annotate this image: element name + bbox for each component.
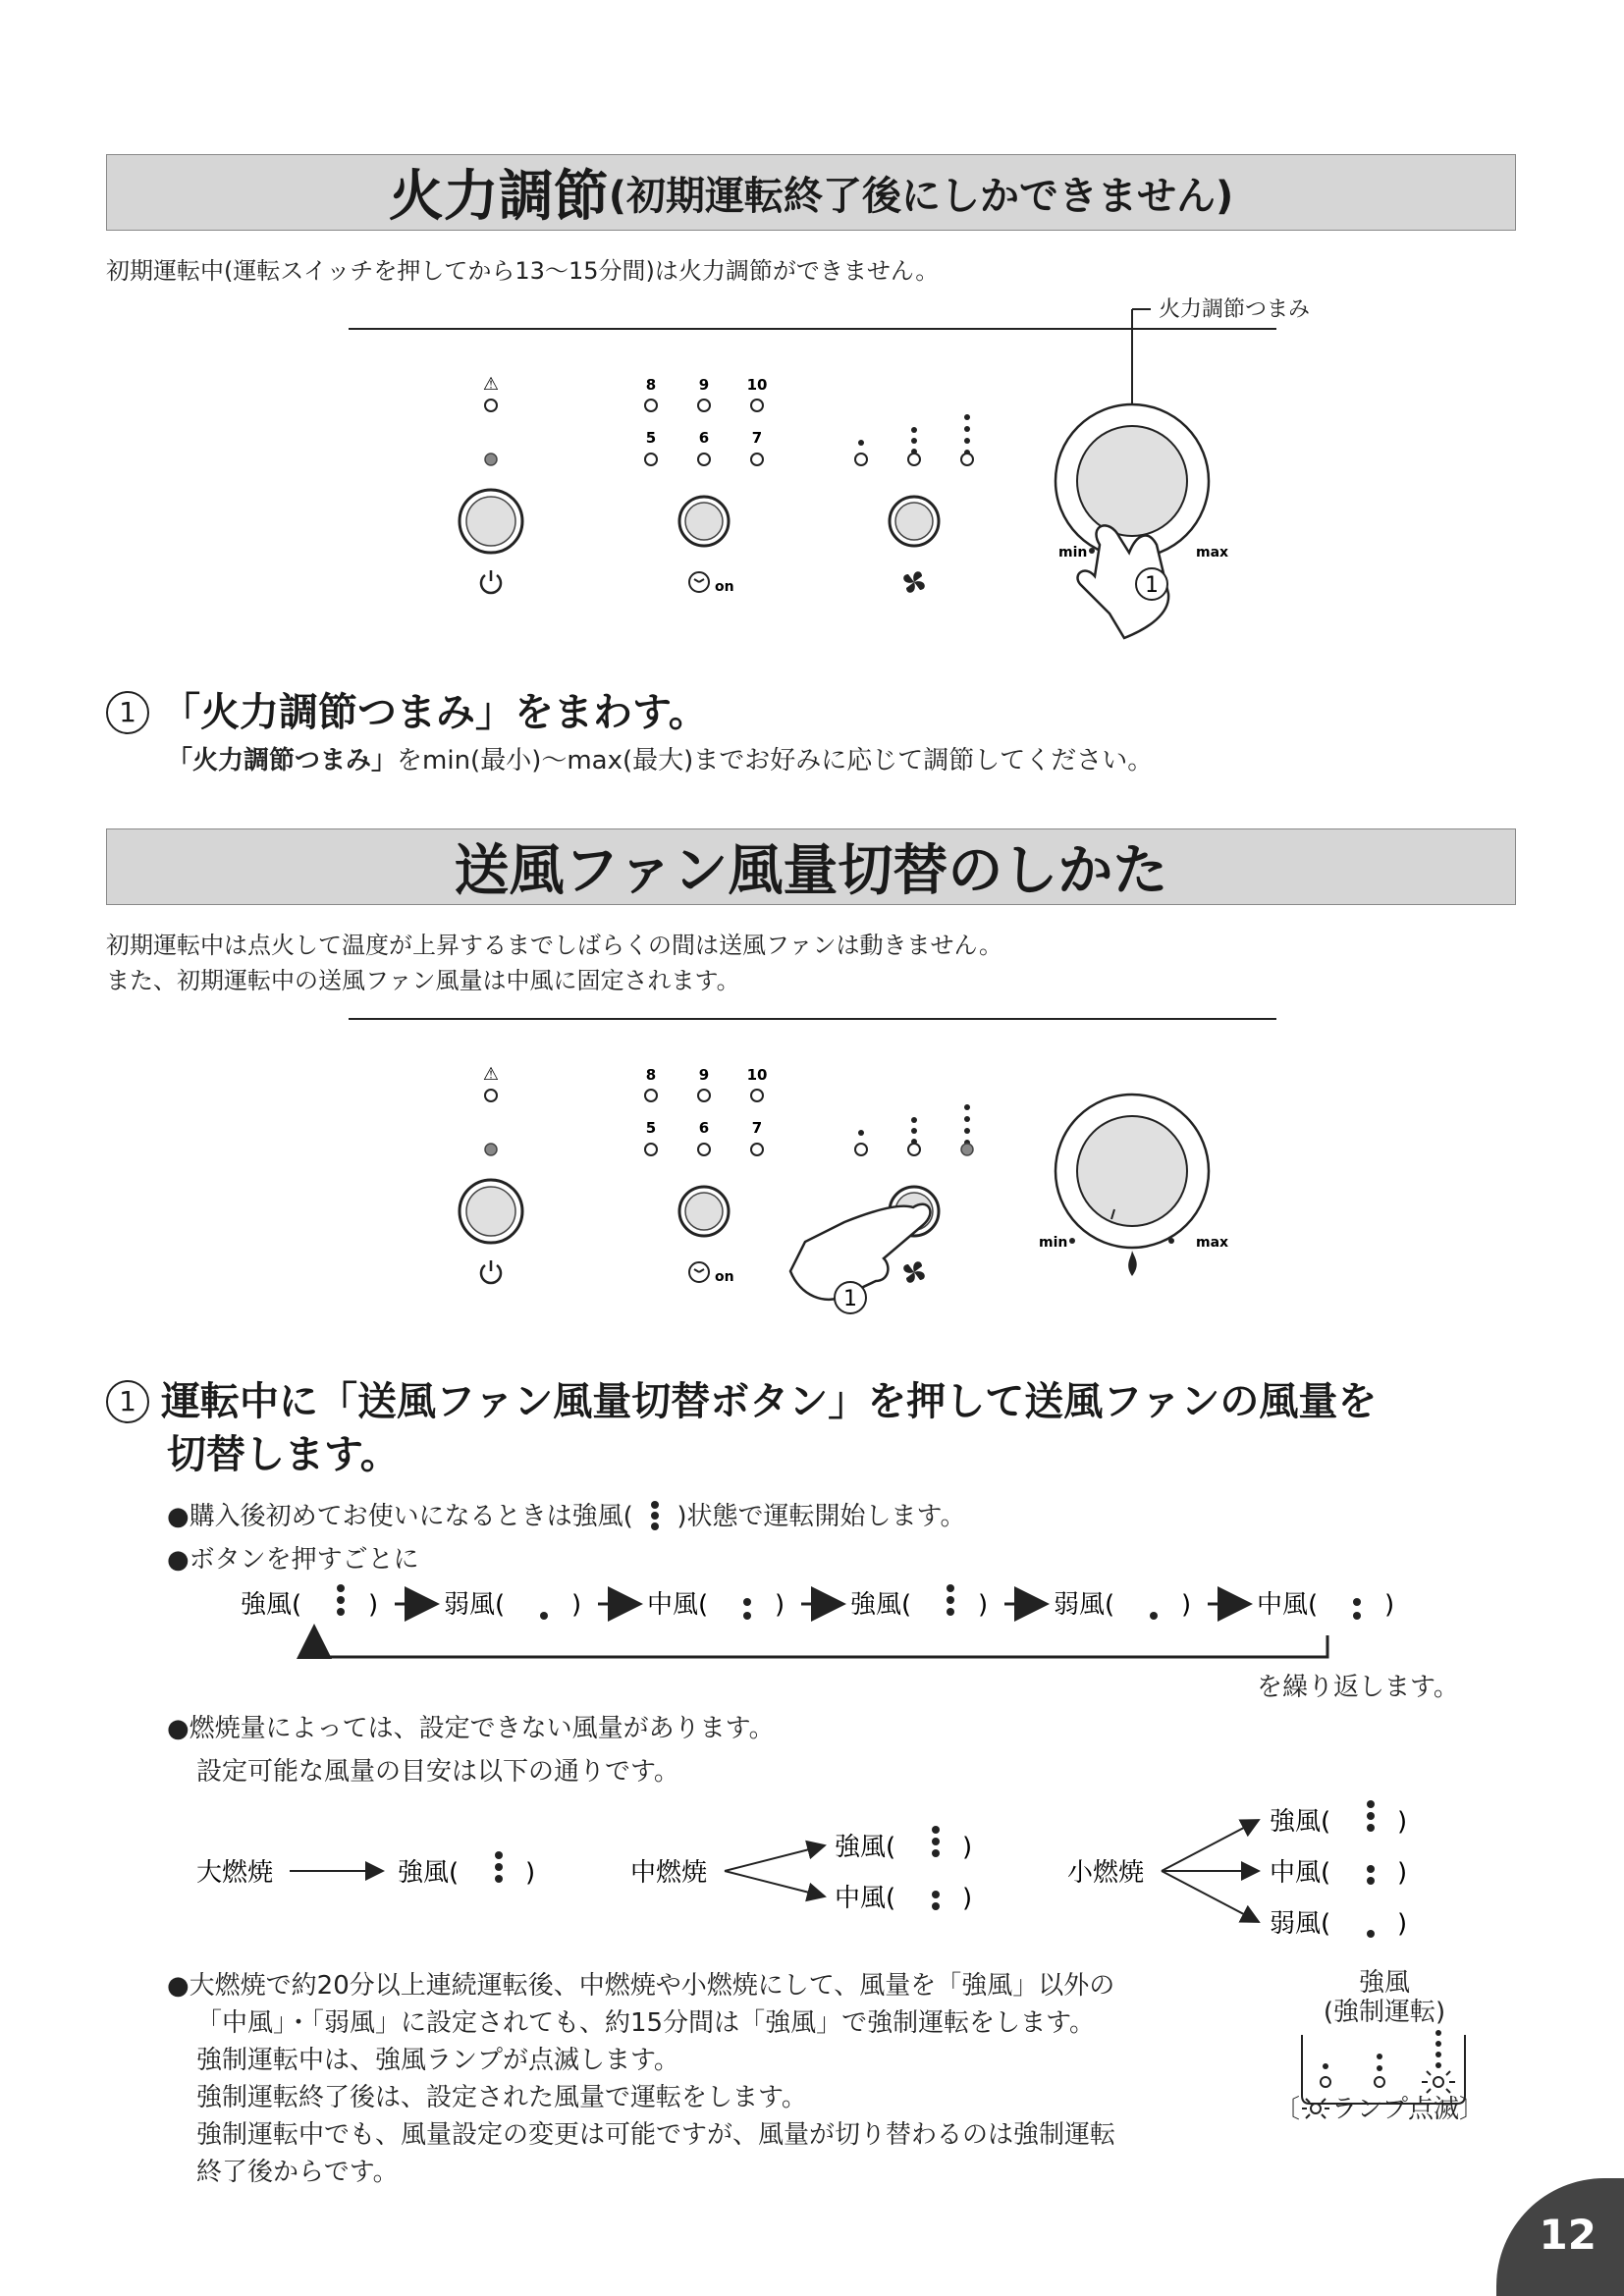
step-heading-heat: [106, 687, 708, 738]
mid-burn-label: 中燃焼: [630, 1858, 708, 1888]
fan-icon: [903, 571, 925, 593]
control-panel-diagram-2: [334, 1001, 1335, 1364]
strong-wind-dots-icon: [641, 1499, 669, 1532]
hand-step-number: 1: [1145, 573, 1159, 598]
bullet-forced-run: [167, 1967, 1276, 2191]
repeat-text: を繰り返します。: [1257, 1673, 1459, 1702]
forced-line-5: 強制運転中でも、風量設定の変更は可能ですが、風量が切り替わるのは強制運転: [196, 2120, 1116, 2150]
bullet-text-a: ●購入後初めてお使いになるときは強風(: [167, 1502, 633, 1531]
step-heading-fan: [106, 1376, 1377, 1427]
timer-label-5: 5: [645, 429, 657, 447]
fan-cycle-diagram: [226, 1578, 1502, 1677]
timer-label-7: 7: [751, 1119, 763, 1137]
timer-label-8: 8: [645, 1066, 657, 1084]
step-body-text: をmin(最小)～max(最大)までお好みに応じて調節してください。: [397, 746, 1154, 775]
svg-text:): ): [962, 1884, 973, 1913]
forced-run-legend: [1276, 1968, 1492, 2027]
large-burn-label: 大燃焼: [196, 1858, 274, 1888]
step-number: 1: [106, 691, 149, 734]
bullet-each-press: ●ボタンを押すごとに: [167, 1545, 419, 1575]
timer-label-9: 9: [698, 376, 710, 394]
cycle-item-2: 弱風(: [444, 1590, 506, 1620]
intro-line-2: また、初期運転中の送風ファン風量は中風に固定されます。: [106, 967, 740, 994]
timer-label-6: 6: [698, 429, 710, 447]
section-header-heat: [106, 154, 1516, 231]
forced-title: 強風: [1358, 1968, 1410, 1998]
fan-icon: [903, 1261, 925, 1283]
warning-icon: ⚠: [482, 1064, 500, 1085]
middle-label: 中風(: [835, 1884, 896, 1913]
bullet-burn-note: ●燃焼量によっては、設定できない風量があります。: [167, 1714, 775, 1743]
cycle-item-5: 弱風(: [1054, 1590, 1115, 1620]
step-body-bold: 「火力調節つまみ」: [167, 746, 398, 775]
hand-step-number: 1: [843, 1287, 857, 1311]
step-body-heat: [167, 742, 1153, 779]
svg-text:): ): [775, 1590, 785, 1620]
svg-text:on: on: [715, 579, 734, 595]
step-title: 「火力調節つまみ」をまわす。: [161, 690, 708, 735]
step-title-line2: 切替します。: [167, 1432, 400, 1477]
svg-text:): ): [978, 1590, 989, 1620]
forced-line-2: 「中風」・「弱風」に設定されても、約15分間は「強風」で強制運転をします。: [196, 2008, 1096, 2038]
dial-max-label: max: [1196, 1235, 1229, 1251]
strong-label: 強風(: [398, 1858, 460, 1888]
timer-label-10: 10: [746, 1066, 768, 1084]
blinking-lamp-icon: [1300, 2096, 1331, 2121]
timer-icon: [689, 572, 734, 595]
timer-label-7: 7: [751, 429, 763, 447]
dial-max-label: max: [1196, 545, 1229, 561]
svg-text:): ): [1397, 1909, 1408, 1939]
warning-icon: ⚠: [482, 374, 500, 395]
burn-level-diagram: [187, 1794, 1463, 1961]
page-number: 12: [1496, 2178, 1624, 2296]
strong-label: 強風(: [1270, 1807, 1331, 1837]
control-panel-diagram-1: [334, 290, 1335, 653]
forced-line-1: ●大燃焼で約20分以上連続運転後、中燃焼や小燃焼にして、風量を「強風」以外の: [167, 1971, 1115, 2001]
timer-icon: [689, 1262, 734, 1285]
section-title: 送風ファン風量切替のしかた: [454, 839, 1168, 903]
timer-label-10: 10: [746, 376, 768, 394]
small-burn-label: 小燃焼: [1067, 1858, 1145, 1888]
section-title: 火力調節: [388, 165, 609, 229]
bullet-text-b: )状態で運転開始します。: [677, 1502, 966, 1531]
svg-text:): ): [1397, 1858, 1408, 1888]
cycle-item-1: 強風(: [241, 1590, 302, 1620]
section-header-fan: [106, 828, 1516, 905]
step-title-line1: 運転中に「送風ファン風量切替ボタン」を押して送風ファンの風量を: [161, 1379, 1378, 1424]
forced-line-3: 強制運転中は、強風ランプが点滅します。: [196, 2046, 679, 2075]
knob-callout-label: 火力調節つまみ: [1159, 297, 1311, 322]
svg-text:on: on: [715, 1269, 734, 1285]
flame-icon: [1128, 1251, 1137, 1276]
timer-label-9: 9: [698, 1066, 710, 1084]
power-icon: [481, 570, 501, 593]
section-subtitle: (初期運転終了後にしかできません): [608, 173, 1234, 219]
dial-min-label: min: [1039, 1235, 1068, 1251]
bullet-burn-sub: 設定可能な風量の目安は以下の通りです。: [196, 1757, 679, 1787]
cycle-item-4: 強風(: [850, 1590, 912, 1620]
fan-intro: [106, 928, 1002, 998]
middle-label: 中風(: [1270, 1858, 1331, 1888]
step-number: 1: [106, 1380, 149, 1423]
dial-min-label: min: [1058, 545, 1088, 561]
svg-text:): ): [1384, 1590, 1395, 1620]
timer-label-5: 5: [645, 1119, 657, 1137]
svg-text:): ): [525, 1858, 536, 1888]
svg-text:): ): [1181, 1590, 1192, 1620]
intro-text: 初期運転中(運転スイッチを押してから13～15分間)は火力調節ができません。: [106, 257, 940, 285]
strong-label: 強風(: [835, 1833, 896, 1862]
timer-label-6: 6: [698, 1119, 710, 1137]
svg-text:): ): [1397, 1807, 1408, 1837]
bullet-initial-mode: [167, 1498, 965, 1535]
weak-label: 弱風(: [1270, 1909, 1331, 1939]
blink-caption: 〔 ランプ点滅〕: [1274, 2095, 1486, 2124]
svg-text:): ): [571, 1590, 582, 1620]
forced-sub: (強制運転): [1323, 1998, 1446, 2027]
forced-line-6: 終了後からです。: [196, 2158, 399, 2187]
intro-line-1: 初期運転中は点火して温度が上昇するまでしばらくの間は送風ファンは動きません。: [106, 932, 1002, 959]
timer-label-8: 8: [645, 376, 657, 394]
power-icon: [481, 1260, 501, 1283]
svg-text:): ): [962, 1833, 973, 1862]
cycle-item-6: 中風(: [1257, 1590, 1319, 1620]
svg-text:): ): [368, 1590, 379, 1620]
cycle-item-3: 中風(: [647, 1590, 709, 1620]
forced-line-4: 強制運転終了後は、設定された風量で運転をします。: [196, 2083, 807, 2112]
